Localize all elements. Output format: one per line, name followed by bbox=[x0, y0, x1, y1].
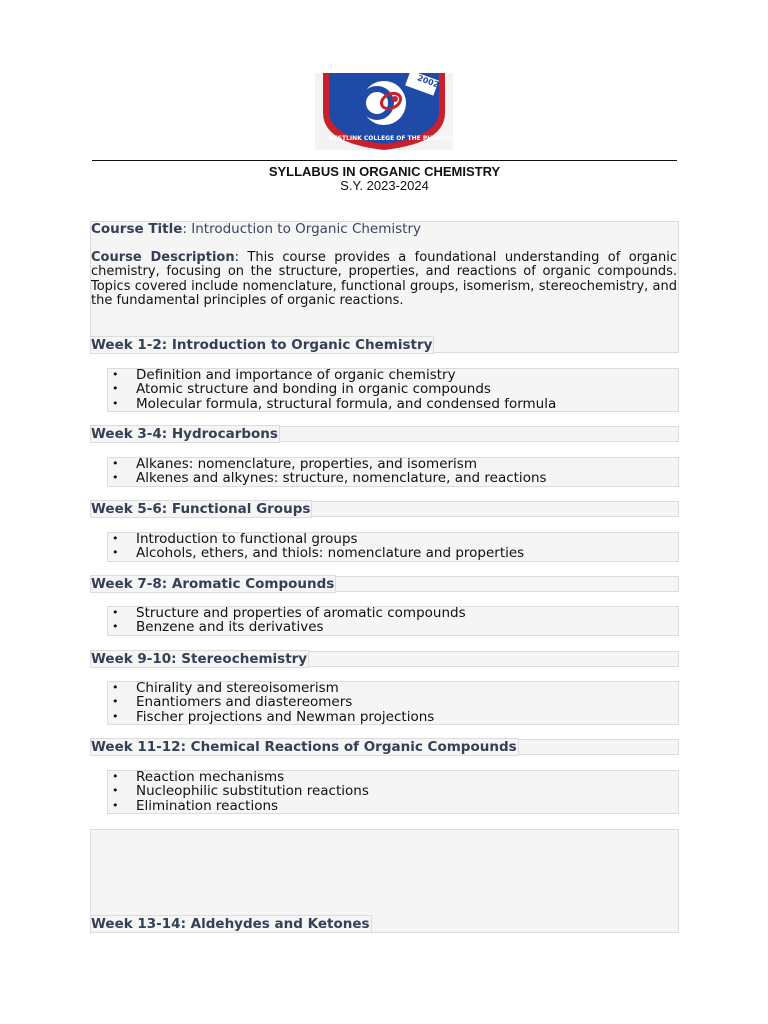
week-list-3 bbox=[108, 532, 524, 561]
list-item: • Alcohols, ethers, and thiols: nomenclature and properties bbox=[108, 546, 524, 560]
list-item: • Chirality and stereoisomerism bbox=[108, 681, 434, 695]
course-title bbox=[91, 221, 421, 237]
page-title: SYLLABUS IN ORGANIC CHEMISTRY bbox=[268, 164, 501, 179]
course-description bbox=[91, 251, 677, 308]
list-item: • Fischer projections and Newman projections bbox=[108, 710, 434, 724]
week-heading-1: Week 1-2: Introduction to Organic Chemistry bbox=[91, 337, 433, 353]
list-item: • Introduction to functional groups bbox=[108, 532, 524, 546]
list-item: • Molecular formula, structural formula, and condensed formula bbox=[108, 397, 556, 411]
course-description-label: Course Description bbox=[91, 250, 235, 265]
course-title-label: Course Title bbox=[91, 221, 183, 237]
list-item: • Alkenes and alkynes: structure, nomenclature, and reactions bbox=[108, 471, 547, 485]
list-item: • Reaction mechanisms bbox=[108, 770, 369, 784]
logo-year: 2002 bbox=[416, 73, 441, 90]
school-year: S.Y. 2023-2024 bbox=[340, 178, 429, 193]
week-heading-4: Week 7-8: Aromatic Compounds bbox=[91, 576, 335, 592]
week-heading-3: Week 5-6: Functional Groups bbox=[91, 501, 311, 517]
list-item: • Atomic structure and bonding in organic compounds bbox=[108, 382, 556, 396]
course-description-value: : This course provides a foundational understanding of organic chemistry, focusing on the structure, properties, and reactions of organic compounds. Topics covered include nomenclature, functional groups, isomerism, stereochemistry, and the fundamental principles of organic reactions. bbox=[91, 250, 677, 308]
week-heading-2: Week 3-4: Hydrocarbons bbox=[91, 426, 278, 442]
week-heading-6: Week 11-12: Chemical Reactions of Organic Compounds bbox=[91, 739, 517, 755]
course-title-value: : Introduction to Organic Chemistry bbox=[182, 221, 422, 237]
week-list-2 bbox=[108, 457, 547, 486]
logo-text: BESTLINK COLLEGE OF THE PHILIPPINES bbox=[329, 135, 466, 142]
list-item: • Definition and importance of organic chemistry bbox=[108, 368, 556, 382]
list-item: • Alkanes: nomenclature, properties, and isomerism bbox=[108, 457, 547, 471]
week-heading-7: Week 13-14: Aldehydes and Ketones bbox=[91, 916, 370, 932]
week-heading-5: Week 9-10: Stereochemistry bbox=[91, 651, 308, 667]
list-item: • Nucleophilic substitution reactions bbox=[108, 784, 369, 798]
college-logo bbox=[315, 73, 466, 150]
list-item: • Enantiomers and diastereomers bbox=[108, 695, 434, 709]
week-list-1 bbox=[108, 368, 556, 411]
week-list-6 bbox=[108, 770, 369, 813]
list-item: • Structure and properties of aromatic compounds bbox=[108, 606, 466, 620]
list-item: • Benzene and its derivatives bbox=[108, 620, 466, 634]
header-rule bbox=[92, 160, 677, 161]
week-list-5 bbox=[108, 681, 434, 724]
list-item: • Elimination reactions bbox=[108, 799, 369, 813]
week-list-4 bbox=[108, 606, 466, 635]
